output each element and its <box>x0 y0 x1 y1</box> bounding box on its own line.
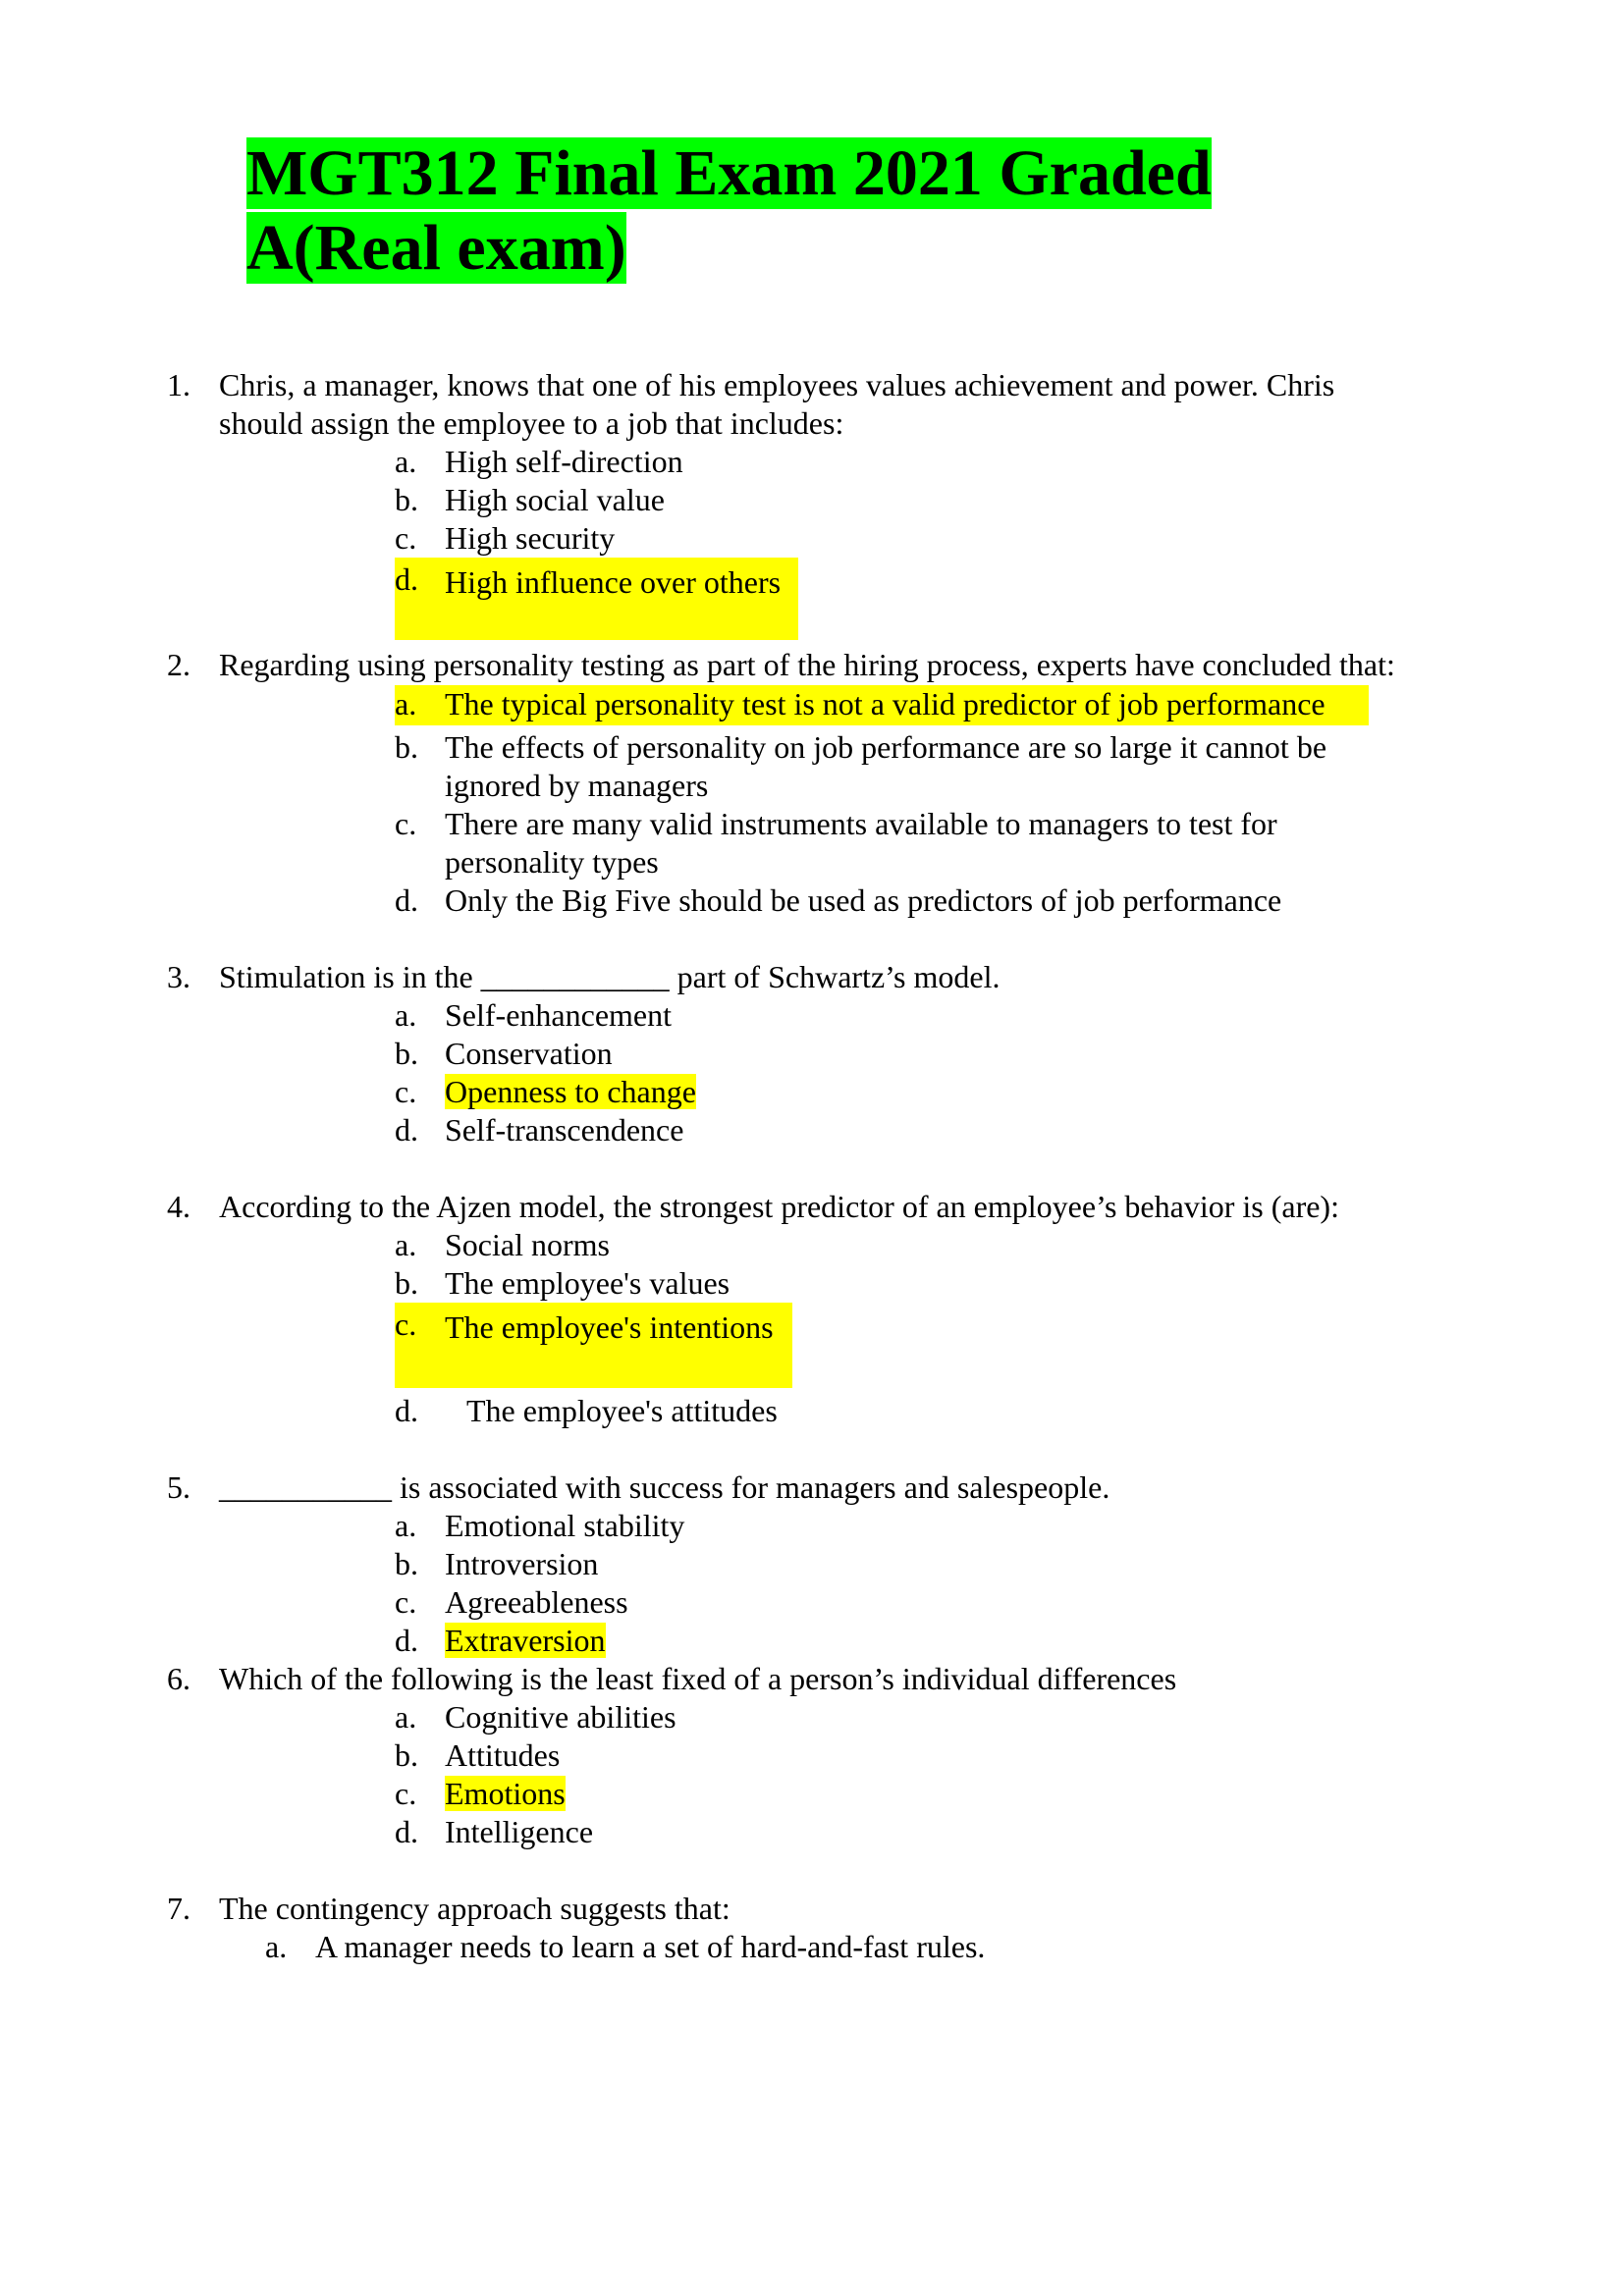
option-letter: d. <box>395 561 418 597</box>
option-text: A manager needs to learn a set of hard-and-fast rules. <box>315 1929 986 1964</box>
option-letter: a. <box>265 1929 288 1964</box>
option-letter: c. <box>395 520 417 556</box>
option-letter: c. <box>395 806 417 841</box>
option-text: The employee's values <box>445 1265 730 1301</box>
option-text: The employee's attitudes <box>466 1393 778 1428</box>
option-text: High self-direction <box>445 444 683 479</box>
option-letter: d. <box>395 1112 418 1148</box>
option-letter: a. <box>395 1508 417 1543</box>
option-text-correct: High influence over others <box>445 564 782 600</box>
question-text: should assign the employee to a job that includes: <box>219 405 844 441</box>
option-letter: b. <box>395 729 418 765</box>
option-text: Intelligence <box>445 1814 594 1849</box>
option-text: Attitudes <box>445 1737 561 1773</box>
question-text: According to the Ajzen model, the strongest predictor of an employee’s behavior is (are): <box>219 1189 1339 1224</box>
option-text: Introversion <box>445 1546 599 1581</box>
question-text: Chris, a manager, knows that one of his employees values achievement and power. Chris <box>219 367 1335 402</box>
option-text: Social norms <box>445 1227 610 1262</box>
option-letter: d. <box>395 1623 418 1658</box>
option-letter: c. <box>395 1307 417 1342</box>
option-text: Agreeableness <box>445 1584 628 1620</box>
option-text: Only the Big Five should be used as predictors of job performance <box>445 882 1282 918</box>
question-number: 2. <box>167 647 190 682</box>
option-text-correct: Openness to change <box>445 1074 696 1109</box>
question-number: 6. <box>167 1661 190 1696</box>
option-letter: c. <box>395 1776 417 1811</box>
option-letter: c. <box>395 1074 417 1109</box>
option-letter: c. <box>395 1584 417 1620</box>
question-text: ___________ is associated with success for managers and salespeople. <box>219 1469 1110 1505</box>
question-text: Regarding using personality testing as part of the hiring process, experts have concluded that: <box>219 647 1395 682</box>
document-title <box>246 136 1212 286</box>
option-letter: b. <box>395 1546 418 1581</box>
option-letter: b. <box>395 1265 418 1301</box>
title-line-2: A(Real exam) <box>246 212 626 284</box>
option-text: High security <box>445 520 616 556</box>
option-text: Cognitive abilities <box>445 1699 676 1735</box>
option-letter: a. <box>395 1699 417 1735</box>
option-letter: d. <box>395 882 418 918</box>
option-letter: d. <box>395 1393 418 1428</box>
option-letter: d. <box>395 1814 418 1849</box>
option-text-correct: The employee's intentions <box>445 1309 774 1345</box>
option-letter: b. <box>395 482 418 517</box>
option-text: There are many valid instruments available to managers to test for personality types <box>445 806 1277 880</box>
option-text-correct: Emotions <box>445 1776 566 1811</box>
option-letter: b. <box>395 1036 418 1071</box>
question-number: 4. <box>167 1189 190 1224</box>
title-line-1: MGT312 Final Exam 2021 Graded <box>246 137 1212 209</box>
question-number: 5. <box>167 1469 190 1505</box>
option-letter: a. <box>395 444 417 479</box>
question-number: 3. <box>167 959 190 994</box>
question-text: Which of the following is the least fixed of a person’s individual differences <box>219 1661 1177 1696</box>
option-letter: a. <box>395 686 417 721</box>
option-text: Self-enhancement <box>445 997 672 1033</box>
option-letter: b. <box>395 1737 418 1773</box>
option-text: Emotional stability <box>445 1508 685 1543</box>
option-text: Self-transcendence <box>445 1112 684 1148</box>
question-text: Stimulation is in the ____________ part of Schwartz’s model. <box>219 959 1001 994</box>
option-text-correct: Extraversion <box>445 1623 606 1658</box>
question-number: 1. <box>167 367 190 402</box>
question-text: The contingency approach suggests that: <box>219 1891 730 1926</box>
question-number: 7. <box>167 1891 190 1926</box>
option-text: Conservation <box>445 1036 613 1071</box>
option-letter: a. <box>395 997 417 1033</box>
option-text: The effects of personality on job performance are so large it cannot be ignored by managers <box>445 729 1327 803</box>
option-text-correct: The typical personality test is not a valid predictor of job performance <box>445 686 1325 721</box>
option-text: High social value <box>445 482 665 517</box>
option-letter: a. <box>395 1227 417 1262</box>
